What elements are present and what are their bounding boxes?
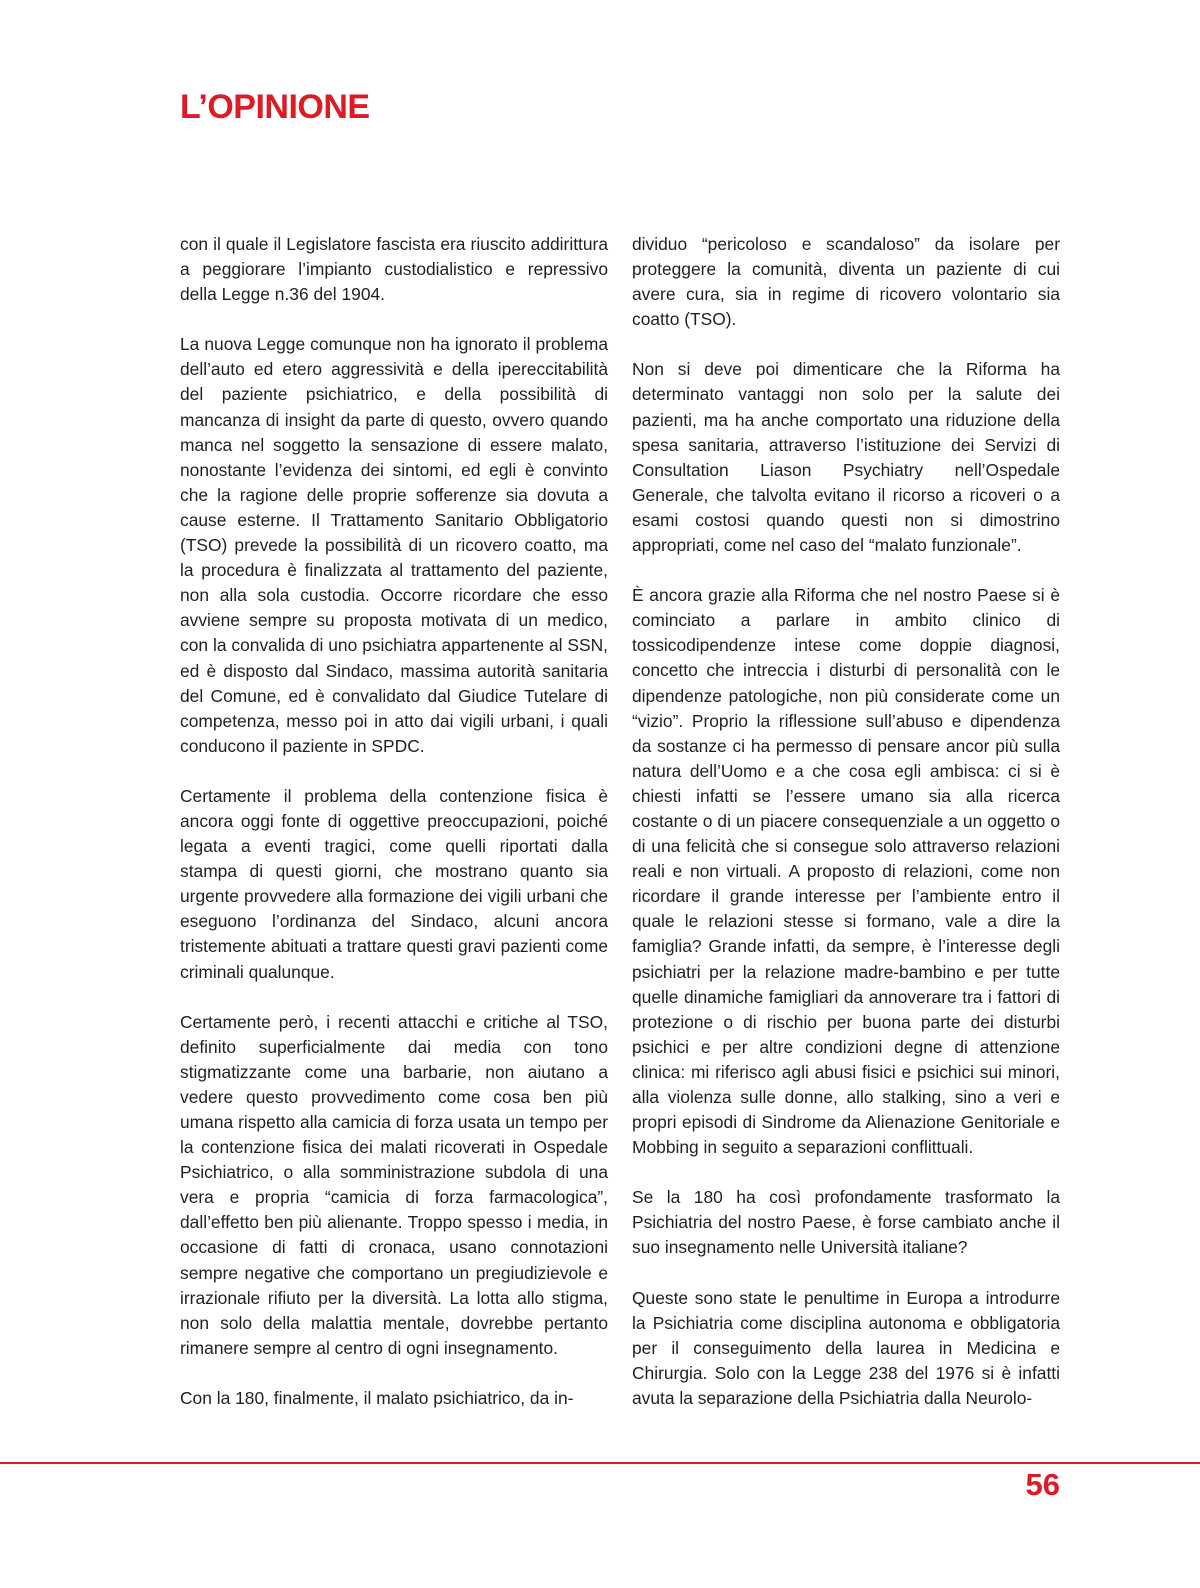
paragraph: dividuo “pericoloso e scandaloso” da isolare per proteggere la comunità, diventa un paziente di cui avere cura, sia in regime di ricovero volontario sia coatto (TSO).: [632, 234, 1060, 330]
footer-divider: [0, 1462, 1200, 1464]
paragraph: Queste sono state le penultime in Europa a introdurre la Psichiatria come disciplina autonoma e obbligatoria per il conseguimento della laurea in Medicina e Chirurgia. Solo con la Legge 238 del 1976 si è infatti avuta la separazione della Psichiatria dalla Neurolo-: [632, 1287, 1060, 1408]
section-title: L’OPINIONE: [180, 88, 370, 126]
article-column-left: [180, 232, 608, 1411]
paragraph: con il quale il Legislatore fascista era riuscito addirittura a peggiorare l’impianto custodialistico e repressivo della Legge n.36 del 1904.: [180, 234, 608, 305]
page-number: 56: [1025, 1467, 1060, 1502]
paragraph: Con la 180, finalmente, il malato psichiatrico, da in-: [180, 1387, 574, 1408]
paragraph: Non si deve poi dimenticare che la Riforma ha determinato vantaggi non solo per la salute dei pazienti, ma ha anche comportato una riduzione della spesa sanitaria, attraverso l’istituzione dei Servizi di Consultation Liason Psychiatry nell’Ospedale Generale, che talvolta evitano il ricorso a ricoveri o a esami costosi quando questi non si dimostrino appropriati, come nel caso del “malato funzionale”.: [632, 359, 1060, 556]
paragraph: Certamente però, i recenti attacchi e critiche al TSO, definito superficialmente dai media con tono stigmatizzante come una barbarie, non aiutano a vedere questo provvedimento come cosa ben più umana rispetto alla camicia di forza usata un tempo per la contenzione fisica dei malati ricoverati in Ospedale Psichiatrico, o alla somministrazione subdola di una vera e propria “camicia di forza farmacologica”, dall’effetto ben più alienante. Troppo spesso i media, in occasione di fatti di cronaca, usano connotazioni sempre negative che comportano un pregiudizievole e irrazionale rifiuto per la diversità. La lotta allo stigma, non solo della malattia mentale, dovrebbe pertanto rimanere sempre al centro di ogni insegnamento.: [180, 1011, 608, 1358]
paragraph: Certamente il problema della contenzione fisica è ancora oggi fonte di oggettive preoccupazioni, poiché legata a eventi tragici, come quelli riportati dalla stampa di questi giorni, che mostrano quanto sia urgente provvedere alla formazione dei vigili urbani che eseguono l’ordinanza del Sindaco, alcuni ancora tristemente abituati a trattare questi gravi pazienti come criminali qualunque.: [180, 785, 608, 982]
paragraph: È ancora grazie alla Riforma che nel nostro Paese si è cominciato a parlare in ambito clinico di tossicodipendenze intese come doppie diagnosi, concetto che intreccia i disturbi di personalità con le dipendenze patologiche, non più considerate come un “vizio”. Proprio la riflessione sull’abuso e dipendenza da sostanze ci ha permesso di pensare ancor più sulla natura dell’Uomo e a che cosa egli ambisca: ci si è chiesti infatti se l’essere umano sia alla ricerca costante o di un piacere consequenziale a un oggetto o di una felicità che si consegue solo attraverso relazioni reali e non virtuali. A proposto di relazioni, come non ricordare il grande interesse per l’ambiente entro il quale le relazioni stesse si formano, vale a dire la famiglia? Grande infatti, da sempre, è l’interesse degli psichiatri per la relazione madre-bambino e per tutte quelle dinamiche famigliari da annoverare tra i fattori di protezione o di rischio per buona parte dei disturbi psichici e per altre condizioni degne di attenzione clinica: mi riferisco agli abusi fisici e psichici sui minori, alla violenza sulle donne, allo stalking, sino a veri e propri episodi di Sindrome da Alienazione Genitoriale e Mobbing in seguito a separazioni conflittuali.: [632, 585, 1060, 1158]
paragraph: La nuova Legge comunque non ha ignorato il problema dell’auto ed etero aggressività e della ipereccitabilità del paziente psichiatrico, e della possibilità di mancanza di insight da parte di questo, ovvero quando manca nel soggetto la sensazione di essere malato, nonostante l’evidenza dei sintomi, ed egli è convinto che la ragione delle proprie sofferenze sia dovuta a cause esterne. Il Trattamento Sanitario Obbligatorio (TSO) prevede la possibilità di un ricovero coatto, ma la procedura è finalizzata al trattamento del paziente, non alla sola custodia. Occorre ricordare che esso avviene sempre su proposta motivata di un medico, con la convalida di uno psichiatra appartenente al SSN, ed è disposto dal Sindaco, massima autorità sanitaria del Comune, ed è convalidato dal Giudice Tutelare di competenza, messo poi in atto dai vigili urbani, i quali conducono il paziente in SPDC.: [180, 334, 608, 756]
paragraph: Se la 180 ha così profondamente trasformato la Psichiatria del nostro Paese, è forse cambiato anche il suo insegnamento nelle Università italiane?: [632, 1187, 1060, 1258]
article-column-right: [632, 232, 1060, 1411]
